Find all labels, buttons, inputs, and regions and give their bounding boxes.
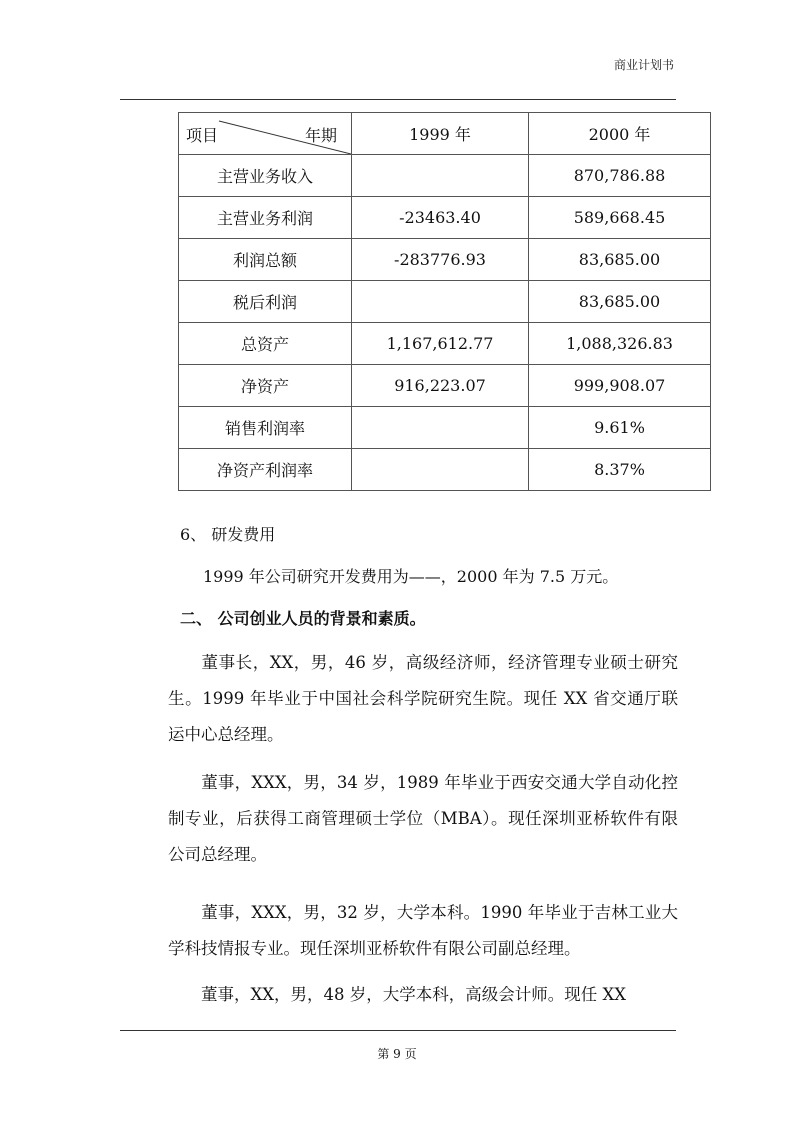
header-period-label: 年期	[304, 126, 337, 145]
value-2000: 83,685.00	[529, 281, 711, 323]
row-label: 净资产	[179, 365, 352, 407]
paragraph-director-1	[168, 765, 678, 873]
header-divider	[120, 99, 676, 100]
value-2000: 83,685.00	[529, 239, 711, 281]
table-row	[179, 365, 711, 407]
paragraph-text: 董事，XX，男，48 岁，大学本科，高级会计师。现任 XX	[201, 985, 626, 1004]
header-2000: 2000 年	[529, 113, 711, 155]
table-header-row	[179, 113, 711, 155]
row-label: 净资产利润率	[179, 449, 352, 491]
row-label: 税后利润	[179, 281, 352, 323]
table-row	[179, 239, 711, 281]
value-1999	[352, 281, 529, 323]
paragraph-chairman	[168, 645, 678, 753]
paragraph-text: 董事，XXX，男，34 岁，1989 年毕业于西安交通大学自动化控制专业，后获得工商管理硕士学位（MBA）。现任深圳亚桥软件有限公司总经理。	[168, 773, 678, 864]
row-label: 销售利润率	[179, 407, 352, 449]
value-2000: 589,668.45	[529, 197, 711, 239]
value-1999: -283776.93	[352, 239, 529, 281]
header-item-label: 项目	[186, 126, 219, 145]
value-1999: 1,167,612.77	[352, 323, 529, 365]
table-row	[179, 449, 711, 491]
table-row	[179, 407, 711, 449]
table-row	[179, 323, 711, 365]
value-2000: 870,786.88	[529, 155, 711, 197]
footer-divider	[120, 1030, 676, 1031]
value-2000: 1,088,326.83	[529, 323, 711, 365]
value-1999	[352, 449, 529, 491]
paragraph-text: 董事长，XX，男，46 岁，高级经济师，经济管理专业硕士研究生。1999 年毕业于中国社会科学院研究生院。现任 XX 省交通厅联运中心总经理。	[168, 653, 678, 744]
value-1999: 916,223.07	[352, 365, 529, 407]
diagonal-header-cell	[179, 113, 352, 155]
section-6-text: 1999 年公司研究开发费用为——，2000 年为 7.5 万元。	[203, 567, 619, 586]
paragraph-director-2	[168, 895, 678, 967]
value-2000: 999,908.07	[529, 365, 711, 407]
page-number: 第 9 页	[377, 1047, 417, 1061]
table-row	[179, 281, 711, 323]
row-label: 主营业务收入	[179, 155, 352, 197]
row-label: 利润总额	[179, 239, 352, 281]
value-2000: 8.37%	[529, 449, 711, 491]
header-1999: 1999 年	[352, 113, 529, 155]
row-label: 主营业务利润	[179, 197, 352, 239]
value-1999: -23463.40	[352, 197, 529, 239]
section-2-heading: 二、 公司创业人员的背景和素质。	[180, 609, 426, 628]
page-header-title: 商业计划书	[613, 58, 674, 72]
paragraph-text: 董事，XXX，男，32 岁，大学本科。1990 年毕业于吉林工业大学科技情报专业。现任深圳亚桥软件有限公司副总经理。	[168, 903, 678, 958]
paragraph-director-3	[168, 977, 678, 1013]
section-6-heading: 6、 研发费用	[180, 525, 276, 544]
table-row	[179, 197, 711, 239]
value-1999	[352, 407, 529, 449]
financial-table	[178, 112, 711, 491]
value-1999	[352, 155, 529, 197]
table-row	[179, 155, 711, 197]
value-2000: 9.61%	[529, 407, 711, 449]
row-label: 总资产	[179, 323, 352, 365]
